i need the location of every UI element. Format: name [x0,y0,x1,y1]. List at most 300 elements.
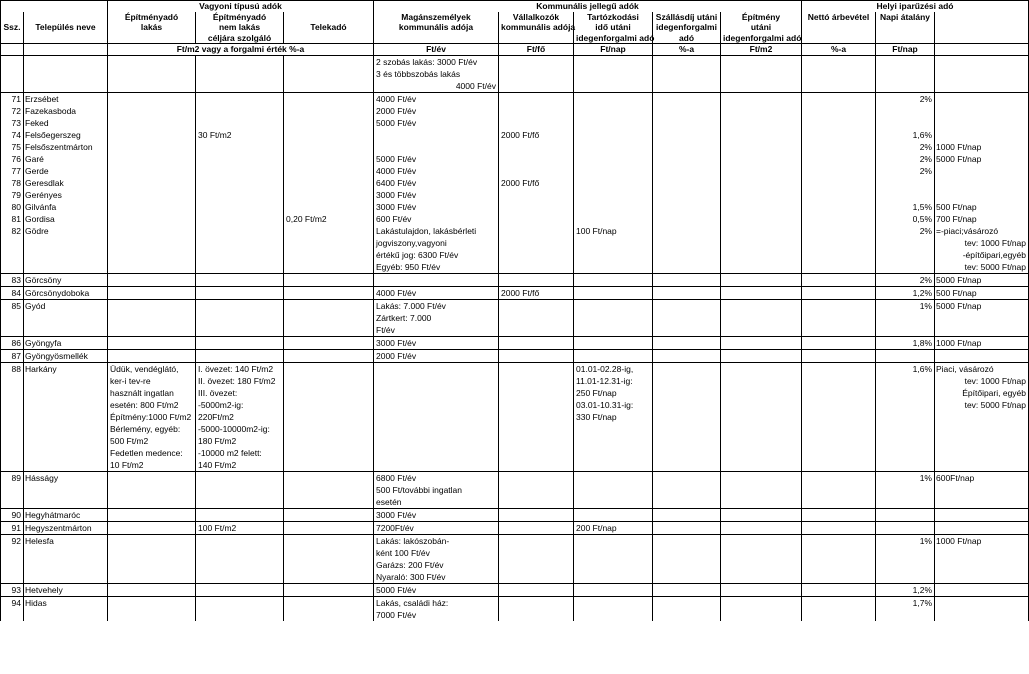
cell-tartozkodasi [574,471,653,484]
cell-napi-extra [935,484,1029,496]
cell-napi-extra [935,559,1029,571]
cell-epitmenyado-nem-lakas [196,68,284,80]
cell-napi [876,375,935,387]
cell-epitmeny [721,201,802,213]
cell-napi [876,547,935,559]
cell-ssz [1,571,24,584]
group-vagyoni: Vagyoni típusú adók [108,1,374,12]
cell-epitmenyado-lakas [108,336,196,349]
cell-epitmenyado-nem-lakas [196,55,284,68]
cell-tartozkodasi: 01.01-02.28-ig, [574,362,653,375]
cell-ssz: 86 [1,336,24,349]
cell-ssz: 80 [1,201,24,213]
cell-ssz [1,547,24,559]
cell-netto [802,508,876,521]
cell-maganszemely [374,129,499,141]
cell-epitmenyado-nem-lakas [196,496,284,509]
cell-netto [802,225,876,237]
cell-vallalkozok [499,80,574,93]
cell-epitmenyado-lakas [108,225,196,237]
cell-tartozkodasi: 03.01-10.31-ig: [574,399,653,411]
table-row [1,141,1029,153]
cell-napi [876,117,935,129]
cell-epitmeny [721,336,802,349]
cell-telepules: Felsőegerszeg [24,129,108,141]
table-row [1,435,1029,447]
cell-vallalkozok [499,68,574,80]
cell-epitmeny [721,435,802,447]
cell-napi [876,237,935,249]
cell-maganszemely: 2 szobás lakás: 3000 Ft/év [374,55,499,68]
cell-epitmeny [721,261,802,274]
cell-netto [802,459,876,472]
cell-vallalkozok [499,225,574,237]
cell-maganszemely [374,435,499,447]
cell-telekado [284,508,374,521]
cell-telekado [284,68,374,80]
cell-napi [876,80,935,93]
cell-epitmeny [721,117,802,129]
cell-epitmeny [721,534,802,547]
cell-maganszemely: 2000 Ft/év [374,349,499,362]
table-row [1,273,1029,286]
table-row [1,571,1029,584]
cell-telekado [284,249,374,261]
cell-napi [876,496,935,509]
table-row [1,261,1029,274]
cell-tartozkodasi [574,349,653,362]
cell-netto [802,447,876,459]
cell-telepules: Helesfa [24,534,108,547]
cell-maganszemely: 600 Ft/év [374,213,499,225]
cell-vallalkozok: 2000 Ft/fő [499,177,574,189]
cell-napi-extra: tev: 1000 Ft/nap [935,237,1029,249]
cell-netto [802,286,876,299]
cell-napi [876,105,935,117]
cell-ssz [1,496,24,509]
cell-epitmenyado-lakas [108,213,196,225]
table-row [1,362,1029,375]
cell-telekado [284,596,374,609]
cell-epitmeny [721,165,802,177]
cell-szallasdij [653,177,721,189]
cell-telepules: Hidas [24,596,108,609]
cell-telepules: Felsőszentmárton [24,141,108,153]
cell-telepules [24,68,108,80]
cell-telepules [24,324,108,337]
cell-vallalkozok [499,459,574,472]
cell-telepules: Hegyszentmárton [24,521,108,534]
cell-epitmenyado-nem-lakas [196,583,284,596]
cell-tartozkodasi [574,92,653,105]
cell-epitmeny [721,496,802,509]
cell-napi-extra [935,411,1029,423]
cell-netto [802,534,876,547]
cell-maganszemely: 5000 Ft/év [374,117,499,129]
col-telekado: Telekadó [284,22,374,33]
cell-maganszemely: 4000 Ft/év [374,80,499,93]
cell-telekado [284,237,374,249]
cell-epitmenyado-lakas [108,201,196,213]
cell-napi [876,559,935,571]
cell-ssz [1,249,24,261]
cell-szallasdij [653,521,721,534]
col-epitmenyado-lakas: Építményadó [108,12,196,23]
cell-epitmeny [721,399,802,411]
cell-tartozkodasi [574,213,653,225]
table-row [1,177,1029,189]
cell-telepules: Görcsönydoboka [24,286,108,299]
cell-vallalkozok [499,521,574,534]
cell-napi-extra: tev: 1000 Ft/nap [935,375,1029,387]
cell-napi-extra [935,324,1029,337]
table-row [1,349,1029,362]
cell-telepules [24,459,108,472]
cell-napi [876,459,935,472]
table-row [1,68,1029,80]
table-row [1,399,1029,411]
cell-szallasdij [653,225,721,237]
col-netto: Nettó árbevétel [802,12,876,23]
table-row [1,55,1029,68]
cell-ssz: 89 [1,471,24,484]
cell-telepules [24,496,108,509]
table-row [1,583,1029,596]
cell-epitmeny [721,273,802,286]
table-row [1,201,1029,213]
cell-epitmeny [721,141,802,153]
cell-epitmenyado-lakas [108,249,196,261]
cell-ssz [1,387,24,399]
cell-epitmenyado-lakas [108,496,196,509]
cell-napi: 1% [876,471,935,484]
cell-ssz: 71 [1,92,24,105]
cell-vallalkozok [499,484,574,496]
cell-szallasdij [653,336,721,349]
cell-epitmeny [721,299,802,312]
cell-telekado [284,153,374,165]
cell-tartozkodasi [574,165,653,177]
cell-napi: 2% [876,273,935,286]
cell-telekado [284,459,374,472]
cell-telekado [284,571,374,584]
col-telepules: Település neve [24,22,108,33]
cell-napi: 1% [876,299,935,312]
cell-telekado [284,559,374,571]
cell-epitmenyado-lakas [108,571,196,584]
cell-vallalkozok [499,189,574,201]
cell-epitmenyado-lakas [108,547,196,559]
cell-szallasdij [653,129,721,141]
cell-maganszemely: Lakástulajdon, lakásbérleti [374,225,499,237]
cell-ssz [1,324,24,337]
cell-epitmenyado-lakas [108,534,196,547]
cell-epitmeny [721,153,802,165]
cell-netto [802,237,876,249]
cell-epitmenyado-nem-lakas [196,471,284,484]
cell-netto [802,435,876,447]
cell-epitmeny [721,596,802,609]
cell-vallalkozok [499,201,574,213]
cell-telekado [284,177,374,189]
cell-vallalkozok [499,141,574,153]
cell-napi: 1,5% [876,201,935,213]
cell-epitmenyado-lakas [108,273,196,286]
cell-netto [802,55,876,68]
cell-vallalkozok [499,435,574,447]
cell-maganszemely: ként 100 Ft/év [374,547,499,559]
col-szallasdij: Szállásdíj utáni [653,12,721,23]
cell-telepules: Hásságy [24,471,108,484]
cell-telekado [284,547,374,559]
cell-netto [802,213,876,225]
cell-tartozkodasi [574,324,653,337]
cell-epitmenyado-lakas [108,286,196,299]
cell-tartozkodasi [574,286,653,299]
cell-epitmeny [721,609,802,621]
cell-ssz [1,375,24,387]
cell-netto [802,189,876,201]
cell-epitmeny [721,387,802,399]
cell-vallalkozok [499,299,574,312]
cell-napi [876,312,935,324]
cell-telekado [284,165,374,177]
cell-telekado [284,362,374,375]
cell-netto [802,141,876,153]
cell-szallasdij [653,411,721,423]
cell-napi-extra: 5000 Ft/nap [935,299,1029,312]
cell-ssz [1,399,24,411]
cell-epitmenyado-lakas [108,105,196,117]
cell-tartozkodasi [574,312,653,324]
table-row [1,189,1029,201]
cell-epitmenyado-lakas [108,596,196,609]
cell-epitmenyado-lakas: Bérlemény, egyéb: [108,423,196,435]
cell-epitmenyado-nem-lakas [196,349,284,362]
cell-epitmenyado-nem-lakas: III. övezet: [196,387,284,399]
cell-epitmenyado-lakas: Építmény:1000 Ft/m2 [108,411,196,423]
cell-ssz [1,237,24,249]
cell-epitmenyado-lakas [108,609,196,621]
cell-epitmenyado-nem-lakas [196,117,284,129]
cell-telekado [284,80,374,93]
cell-epitmenyado-lakas [108,177,196,189]
cell-epitmenyado-nem-lakas: II. övezet: 180 Ft/m2 [196,375,284,387]
cell-szallasdij [653,571,721,584]
cell-netto [802,299,876,312]
cell-epitmeny [721,249,802,261]
cell-epitmenyado-nem-lakas [196,508,284,521]
table-row [1,375,1029,387]
table-row [1,423,1029,435]
cell-telepules: Görcsöny [24,273,108,286]
cell-napi: 1% [876,534,935,547]
cell-vallalkozok [499,387,574,399]
cell-telepules [24,447,108,459]
cell-napi [876,399,935,411]
cell-vallalkozok: 2000 Ft/fő [499,286,574,299]
cell-epitmenyado-lakas [108,521,196,534]
cell-napi [876,447,935,459]
cell-netto [802,496,876,509]
table-row [1,559,1029,571]
cell-netto [802,411,876,423]
cell-szallasdij [653,547,721,559]
cell-epitmenyado-lakas: 500 Ft/m2 [108,435,196,447]
cell-epitmeny [721,521,802,534]
cell-ssz [1,68,24,80]
cell-epitmenyado-nem-lakas [196,249,284,261]
cell-ssz: 83 [1,273,24,286]
cell-vallalkozok [499,55,574,68]
cell-ssz [1,447,24,459]
cell-epitmeny [721,349,802,362]
cell-telepules: Hetvehely [24,583,108,596]
cell-telepules: Gerényes [24,189,108,201]
cell-netto [802,349,876,362]
cell-tartozkodasi [574,129,653,141]
cell-szallasdij [653,596,721,609]
cell-ssz: 84 [1,286,24,299]
cell-ssz: 82 [1,225,24,237]
table-row [1,521,1029,534]
cell-netto [802,324,876,337]
cell-ssz [1,484,24,496]
table-row [1,609,1029,621]
cell-maganszemely [374,423,499,435]
cell-epitmeny [721,471,802,484]
cell-telepules: Geresdlak [24,177,108,189]
cell-ssz: 74 [1,129,24,141]
cell-epitmeny [721,92,802,105]
cell-napi-extra [935,92,1029,105]
col-vallalkozok: Vállalkozók [499,12,574,23]
cell-telekado [284,484,374,496]
cell-tartozkodasi [574,55,653,68]
cell-maganszemely: jogviszony,vagyoni [374,237,499,249]
cell-epitmenyado-lakas [108,583,196,596]
cell-napi: 1,7% [876,596,935,609]
cell-napi: 2% [876,141,935,153]
cell-szallasdij [653,362,721,375]
cell-napi: 2% [876,92,935,105]
cell-tartozkodasi [574,583,653,596]
cell-epitmeny [721,375,802,387]
cell-tartozkodasi [574,117,653,129]
cell-telepules [24,375,108,387]
cell-epitmeny [721,423,802,435]
table-row [1,237,1029,249]
cell-vallalkozok [499,583,574,596]
cell-telepules: Harkány [24,362,108,375]
cell-epitmenyado-nem-lakas [196,261,284,274]
cell-telepules: Garé [24,153,108,165]
table-row [1,165,1029,177]
table-row [1,387,1029,399]
cell-epitmenyado-nem-lakas [196,80,284,93]
cell-napi-extra: 5000 Ft/nap [935,273,1029,286]
cell-ssz: 91 [1,521,24,534]
cell-tartozkodasi [574,249,653,261]
cell-netto [802,312,876,324]
cell-telepules [24,399,108,411]
cell-maganszemely: 4000 Ft/év [374,286,499,299]
cell-vallalkozok [499,117,574,129]
cell-telekado [284,273,374,286]
cell-epitmeny [721,129,802,141]
cell-vallalkozok [499,547,574,559]
cell-ssz: 76 [1,153,24,165]
cell-telepules [24,312,108,324]
cell-tartozkodasi [574,237,653,249]
cell-maganszemely: 7200Ft/év [374,521,499,534]
cell-napi-extra [935,129,1029,141]
cell-epitmenyado-lakas [108,312,196,324]
cell-napi-extra [935,189,1029,201]
cell-tartozkodasi [574,177,653,189]
table-row [1,596,1029,609]
cell-napi-extra [935,583,1029,596]
col-maganszemely: Magánszemélyek [374,12,499,23]
cell-maganszemely: 5000 Ft/év [374,153,499,165]
cell-szallasdij [653,213,721,225]
cell-epitmenyado-lakas [108,261,196,274]
cell-ssz: 73 [1,117,24,129]
cell-napi: 2% [876,165,935,177]
cell-maganszemely: Garázs: 200 Ft/év [374,559,499,571]
cell-szallasdij [653,423,721,435]
cell-vallalkozok [499,165,574,177]
cell-netto [802,423,876,435]
cell-napi-extra: 1000 Ft/nap [935,141,1029,153]
cell-napi-extra: tev: 5000 Ft/nap [935,399,1029,411]
cell-szallasdij [653,496,721,509]
cell-szallasdij [653,80,721,93]
cell-telepules [24,484,108,496]
cell-epitmenyado-lakas [108,129,196,141]
cell-napi-extra [935,68,1029,80]
cell-netto [802,484,876,496]
cell-szallasdij [653,375,721,387]
group-helyi-ipar: Helyi iparűzési adó [802,1,1029,12]
cell-vallalkozok [499,471,574,484]
cell-napi [876,484,935,496]
cell-tartozkodasi [574,435,653,447]
cell-netto [802,399,876,411]
cell-tartozkodasi [574,571,653,584]
cell-ssz [1,559,24,571]
cell-epitmenyado-lakas: ker-i tev-re [108,375,196,387]
cell-napi-extra [935,435,1029,447]
cell-maganszemely: Ft/év [374,324,499,337]
cell-vallalkozok: 2000 Ft/fő [499,129,574,141]
cell-napi [876,435,935,447]
cell-napi [876,411,935,423]
cell-telekado: 0,20 Ft/m2 [284,213,374,225]
cell-epitmenyado-nem-lakas [196,312,284,324]
cell-vallalkozok [499,596,574,609]
cell-ssz: 79 [1,189,24,201]
cell-tartozkodasi [574,189,653,201]
cell-napi: 2% [876,225,935,237]
cell-epitmeny [721,189,802,201]
table-row [1,336,1029,349]
table-body [1,55,1029,621]
cell-tartozkodasi [574,496,653,509]
cell-napi-extra [935,423,1029,435]
cell-tartozkodasi [574,153,653,165]
cell-ssz: 87 [1,349,24,362]
